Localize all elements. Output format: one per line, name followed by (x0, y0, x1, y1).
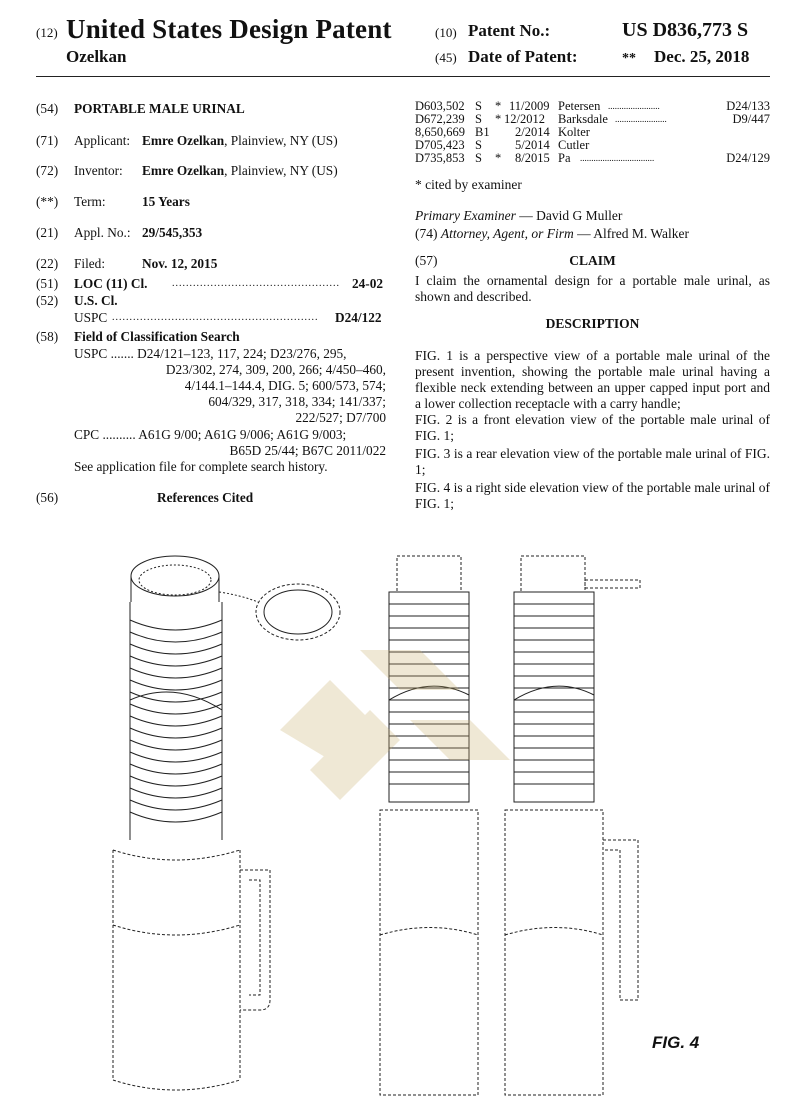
field-57-code: (57) (415, 253, 438, 268)
ref-leader: ....................... (608, 101, 660, 111)
ref-kind: S (475, 112, 482, 126)
inventor-surname: Ozelkan (66, 47, 127, 66)
field-74-code: (74) (415, 226, 438, 241)
search-line-5: 222/527; D7/700 (295, 410, 386, 425)
uspc-value: D24/122 (335, 310, 382, 325)
inventor-label: Inventor: (74, 163, 123, 178)
ref-name: Kolter (558, 125, 590, 139)
field-of-search-label: Field of Classification Search (74, 329, 240, 344)
term-code: (**) (36, 194, 59, 209)
field-21-code: (21) (36, 225, 59, 240)
us-class-label: U.S. Cl. (74, 293, 118, 308)
ref-leader: ................................. (580, 153, 655, 163)
code-45: (45) (435, 50, 457, 65)
ref-class: D24/129 (726, 151, 770, 165)
ref-star: * (495, 151, 502, 165)
search-line-8: See application file for complete search history. (74, 459, 328, 474)
reference-row (415, 126, 770, 139)
inventor-location: , Plainview, NY (US) (224, 163, 338, 178)
ref-star: * (495, 99, 502, 113)
uspc-leader: ........................................................... (112, 312, 319, 323)
term-label: Term: (74, 194, 106, 209)
ref-leader: ....................... (615, 114, 667, 124)
search-line-2: D23/302, 274, 309, 200, 266; 4/450–460, (165, 362, 386, 377)
loc-class-label: LOC (11) Cl. (74, 276, 148, 291)
ref-name: Petersen (558, 99, 601, 113)
ref-date: 2/2014 (515, 125, 550, 139)
search-line-1: USPC ....... D24/121–123, 117, 224; D23/276, 295, (74, 346, 347, 361)
cited-by-examiner-note: * cited by examiner (415, 177, 522, 192)
ref-number: D735,853 (415, 151, 465, 165)
filed-value: Nov. 12, 2015 (142, 256, 218, 271)
inventor-name: Emre Ozelkan (142, 163, 225, 178)
ref-star: * (495, 112, 502, 126)
reference-row (415, 113, 770, 126)
patent-number: US D836,773 S (622, 19, 749, 41)
primary-examiner (415, 208, 622, 224)
ref-date: 11/2009 (509, 99, 550, 113)
header-rule (36, 76, 770, 77)
uspc-label: USPC (74, 310, 108, 325)
applicant-name: Emre Ozelkan (142, 133, 225, 148)
ref-class: D9/447 (732, 112, 770, 126)
examiner-name: — David G Muller (515, 208, 623, 223)
ref-name: Barksdale (558, 112, 608, 126)
reference-row (415, 152, 770, 165)
loc-class-leader: ................................................ (172, 278, 340, 289)
filed-label: Filed: (74, 256, 106, 271)
ref-kind: S (475, 138, 482, 152)
figure-label: FIG. 4 (652, 1033, 700, 1052)
attorney-label: Attorney, Agent, or Firm (440, 226, 574, 241)
date-marks: ** (622, 51, 636, 66)
appl-no-label: Appl. No.: (74, 225, 131, 240)
field-52-code: (52) (36, 293, 59, 308)
attorney-name: — Alfred M. Walker (573, 226, 690, 241)
attorney (415, 226, 689, 242)
date-label: Date of Patent: (468, 47, 578, 66)
ref-name: Cutler (558, 138, 590, 152)
field-22-code: (22) (36, 256, 59, 271)
patent-date: Dec. 25, 2018 (654, 47, 750, 66)
field-51-code: (51) (36, 276, 59, 291)
ref-number: D603,502 (415, 99, 465, 113)
loc-class-value: 24-02 (352, 276, 384, 291)
ref-class: D24/133 (726, 99, 770, 113)
patent-no-label: Patent No.: (468, 21, 551, 40)
watermark-logo-icon (270, 610, 530, 840)
field-56-code: (56) (36, 490, 59, 505)
doc-type-title: United States Design Patent (66, 14, 392, 44)
ref-number: D705,423 (415, 138, 465, 152)
field-58-code: (58) (36, 329, 59, 344)
ref-date: 5/2014 (515, 138, 550, 152)
search-line-4: 604/329, 317, 318, 334; 141/337; (208, 394, 386, 409)
appl-no-value: 29/545,353 (142, 225, 203, 240)
applicant (142, 133, 338, 149)
ref-kind: S (475, 151, 482, 165)
description-para-2: FIG. 2 is a front elevation view of the portable male urinal of FIG. 1; (415, 412, 770, 443)
term-value: 15 Years (142, 194, 190, 209)
reference-row (415, 139, 770, 152)
ref-number: 8,650,669 (415, 125, 465, 139)
search-line-6: CPC .......... A61G 9/00; A61G 9/006; A61G 9/003; (74, 427, 347, 442)
ref-date: 12/2012 (504, 112, 545, 126)
inventor (142, 163, 338, 179)
search-line-7: B65D 25/44; B67C 2011/022 (229, 443, 386, 458)
description-para-1: FIG. 1 is a perspective view of a portable male urinal of the present invention, showing the portable male urinal having a flexible neck extending between an upper capped input port and a lower collection receptacle with a carry handle; (415, 348, 770, 411)
description-para-3: FIG. 3 is a rear elevation view of the portable male urinal of FIG. 1; (415, 446, 770, 477)
ref-name: Pa (558, 151, 571, 165)
claim-heading: CLAIM (569, 253, 616, 268)
ref-number: D672,239 (415, 112, 465, 126)
applicant-location: , Plainview, NY (US) (224, 133, 338, 148)
ref-date: 8/2015 (515, 151, 550, 165)
field-72-code: (72) (36, 163, 59, 178)
ref-kind: B1 (475, 125, 490, 139)
code-12: (12) (36, 25, 58, 40)
field-71-code: (71) (36, 133, 59, 148)
field-54-code: (54) (36, 101, 59, 116)
examiner-label: Primary Examiner (415, 208, 516, 223)
ref-kind: S (475, 99, 482, 113)
claim-text: I claim the ornamental design for a portable male urinal, as shown and described. (415, 273, 770, 304)
design-title: PORTABLE MALE URINAL (74, 101, 245, 116)
description-para-4: FIG. 4 is a right side elevation view of the portable male urinal of FIG. 1; (415, 480, 770, 511)
description-heading: DESCRIPTION (545, 316, 640, 331)
references-cited-label: References Cited (157, 490, 254, 505)
code-10: (10) (435, 25, 457, 40)
applicant-label: Applicant: (74, 133, 131, 148)
search-line-3: 4/144.1–144.4, DIG. 5; 600/573, 574; (184, 378, 386, 393)
